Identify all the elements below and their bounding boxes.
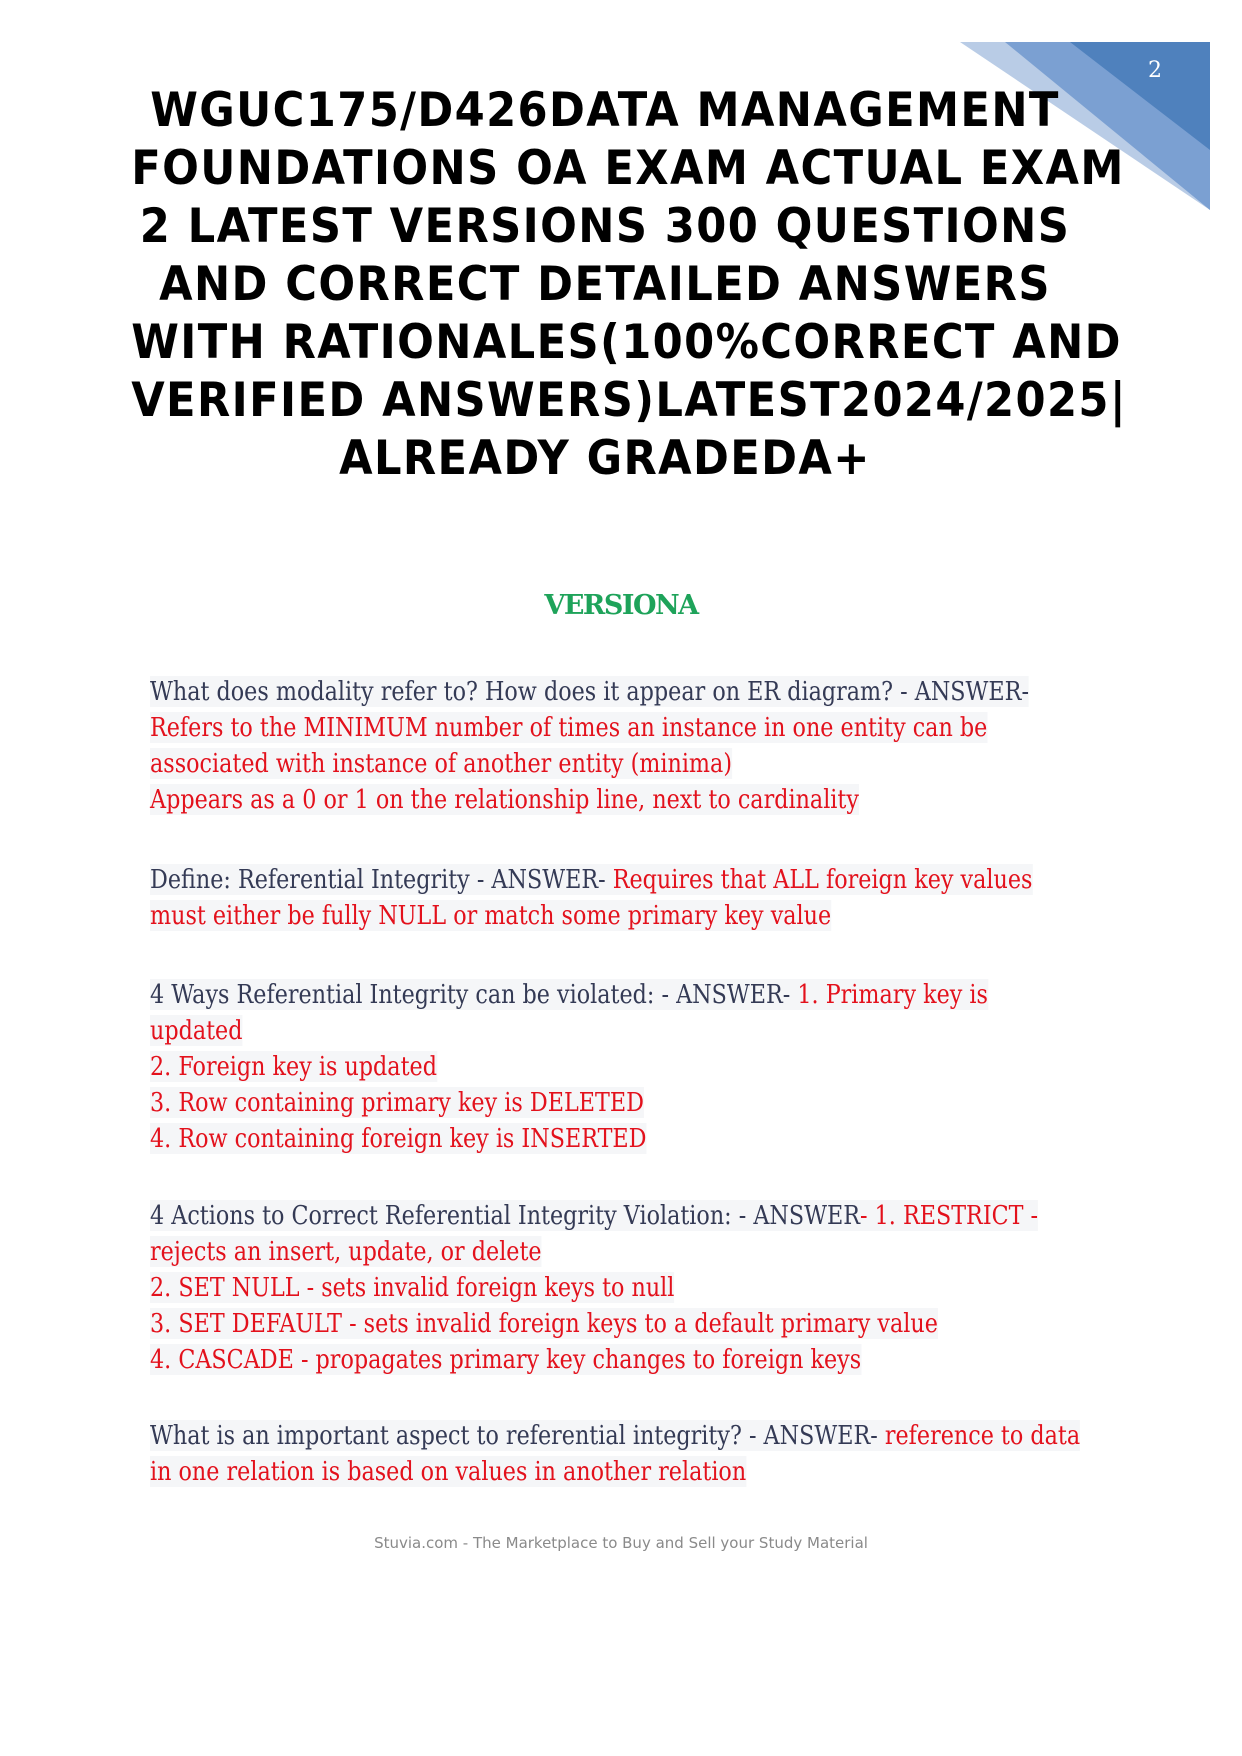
- qa-item: [150, 977, 988, 1157]
- answer-text: 4. Row containing foreign key is INSERTED: [150, 1123, 647, 1154]
- question-text: 4 Actions to Correct Referential Integrity Violation: - ANSWER: [150, 1200, 861, 1231]
- qa-item: [150, 1198, 1039, 1378]
- title-line: VERIFIED ANSWERS)LATEST2024/2025|: [131, 373, 1128, 428]
- question-text: Define: Referential Integrity - ANSWER-: [150, 864, 606, 895]
- answer-text: Requires that ALL foreign key values: [605, 864, 1033, 895]
- title-line: WGUC175/D426DATA MANAGEMENT: [150, 83, 1060, 138]
- answer-text: - 1. RESTRICT -: [860, 1200, 1039, 1231]
- answer-text: associated with instance of another entity (minima): [150, 748, 733, 779]
- question-text: What does modality refer to? How does it appear on ER diagram? - ANSWER-: [150, 676, 1029, 707]
- title-line: 2 LATEST VERSIONS 300 QUESTIONS: [139, 199, 1071, 254]
- answer-text: rejects an insert, update, or delete: [150, 1236, 542, 1267]
- answer-text: Refers to the MINIMUM number of times an instance in one entity can be: [150, 712, 988, 743]
- qa-item: [150, 862, 1033, 934]
- answer-text: 3. SET DEFAULT - sets invalid foreign keys to a default primary value: [150, 1308, 938, 1339]
- title-line: FOUNDATIONS OA EXAM ACTUAL EXAM: [131, 141, 1125, 196]
- qa-item: [150, 1418, 1081, 1490]
- page-number: 2: [1148, 58, 1162, 83]
- answer-text: reference to data: [877, 1420, 1081, 1451]
- title-line: WITH RATIONALES(100%CORRECT AND: [131, 315, 1122, 370]
- answer-text: must either be fully NULL or match some primary key value: [150, 900, 832, 931]
- answer-text: in one relation is based on values in another relation: [150, 1456, 747, 1487]
- answer-text: 3. Row containing primary key is DELETED: [150, 1087, 644, 1118]
- title-line: AND CORRECT DETAILED ANSWERS: [159, 257, 1051, 312]
- qa-item: [150, 674, 1029, 818]
- answer-text: 2. SET NULL - sets invalid foreign keys to null: [150, 1272, 675, 1303]
- answer-text: 4. CASCADE - propagates primary key changes to foreign keys: [150, 1344, 862, 1375]
- answer-text: updated: [150, 1015, 243, 1046]
- document-title: [131, 82, 1128, 488]
- title-line: ALREADY GRADEDA+: [339, 431, 871, 486]
- version-heading: VERSIONA: [544, 590, 698, 621]
- question-text: 4 Ways Referential Integrity can be violated: - ANSWER-: [150, 979, 791, 1010]
- answer-text: 2. Foreign key is updated: [150, 1051, 437, 1082]
- answer-text: Appears as a 0 or 1 on the relationship line, next to cardinality: [150, 784, 859, 815]
- answer-text: 1. Primary key is: [790, 979, 988, 1010]
- question-text: What is an important aspect to referential integrity? - ANSWER-: [150, 1420, 878, 1451]
- footer-watermark: Stuvia.com - The Marketplace to Buy and Sell your Study Material: [374, 1534, 868, 1552]
